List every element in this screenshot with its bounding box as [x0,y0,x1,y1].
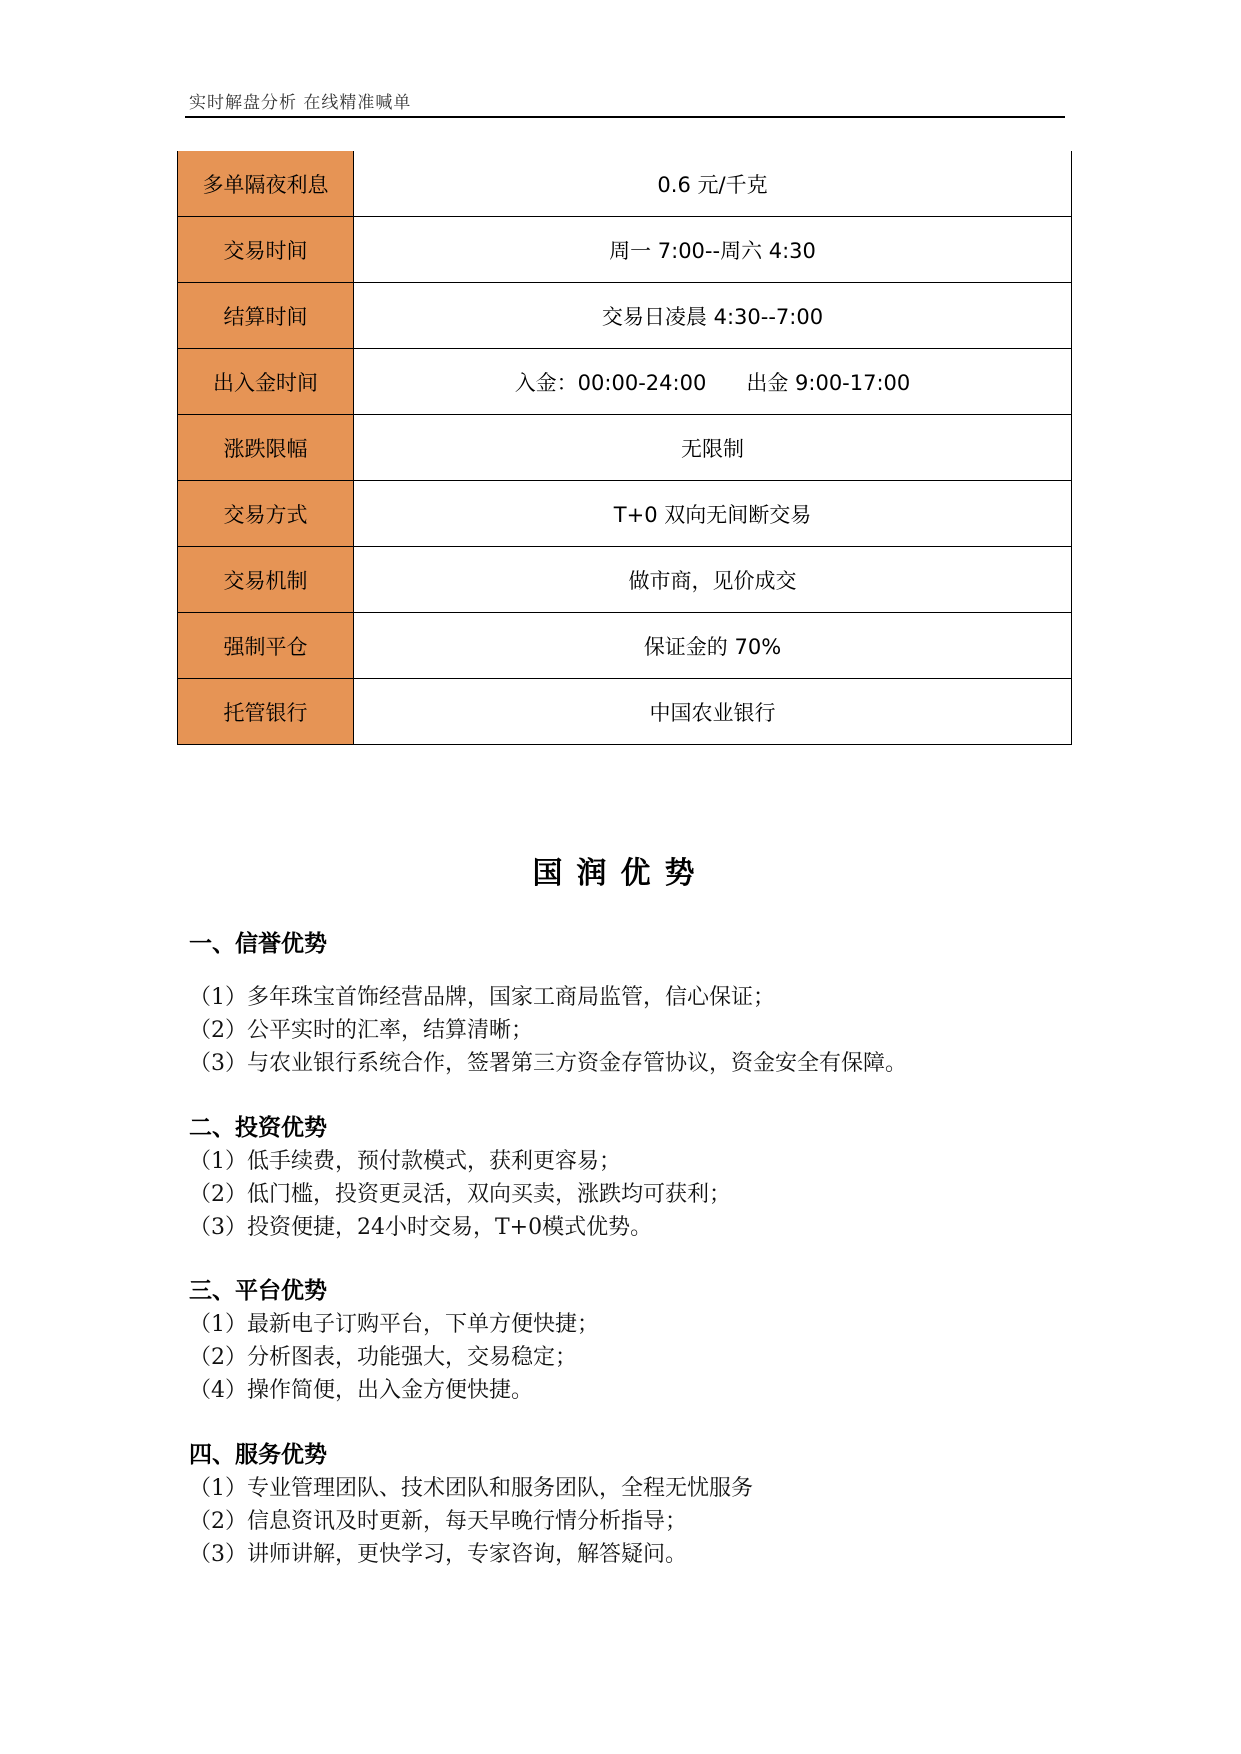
table-row [178,613,1072,679]
list-item: （2）分析图表，功能强大，交易稳定； [189,1345,577,1370]
section-list [189,1308,599,1407]
section-credibility [189,927,907,1080]
row-label: 出入金时间 [178,349,354,415]
row-value: 入金：00:00-24:00 出金 9:00-17:00 [354,349,1072,415]
list-item: （1）专业管理团队、技术团队和服务团队，全程无忧服务 [189,1476,753,1501]
row-value: 0.6 元/千克 [354,151,1072,217]
row-value: 中国农业银行 [354,679,1072,745]
table-row [178,349,1072,415]
row-label: 托管银行 [178,679,354,745]
section-list [189,1472,753,1571]
section-heading: 四、服务优势 [189,1442,327,1468]
list-item: （3）讲师讲解，更快学习，专家咨询，解答疑问。 [189,1542,687,1567]
table-row [178,217,1072,283]
section-heading: 一、信誉优势 [189,931,327,957]
section-heading: 二、投资优势 [189,1115,327,1141]
advantages-title: 国润优势 [532,856,709,891]
section-platform [189,1274,599,1407]
list-item: （2）信息资讯及时更新，每天早晚行情分析指导； [189,1509,687,1534]
list-item: （1）低手续费，预付款模式，获利更容易； [189,1149,621,1174]
row-label: 交易时间 [178,217,354,283]
row-value: T+0 双向无间断交易 [354,481,1072,547]
list-item: （3）与农业银行系统合作，签署第三方资金存管协议，资金安全有保障。 [189,1051,907,1076]
section-investment [189,1111,731,1244]
table-row [178,283,1072,349]
row-label: 交易机制 [178,547,354,613]
list-item: （2）低门槛，投资更灵活，双向买卖，涨跌均可获利； [189,1182,731,1207]
table-row [178,151,1072,217]
table-row [178,547,1072,613]
list-item: （1）最新电子订购平台，下单方便快捷； [189,1312,599,1337]
row-label: 涨跌限幅 [178,415,354,481]
row-value: 无限制 [354,415,1072,481]
section-heading: 三、平台优势 [189,1278,327,1304]
list-item: （3）投资便捷，24小时交易，T+0模式优势。 [189,1215,653,1240]
row-value: 交易日凌晨 4:30--7:00 [354,283,1072,349]
section-list [189,981,907,1080]
row-label: 结算时间 [178,283,354,349]
section-service [189,1438,753,1571]
section-list [189,1145,731,1244]
row-label: 强制平仓 [178,613,354,679]
list-item: （4）操作简便，出入金方便快捷。 [189,1378,533,1403]
table-row [178,481,1072,547]
list-item: （1）多年珠宝首饰经营品牌，国家工商局监管，信心保证； [189,985,775,1010]
row-value: 做市商，见价成交 [354,547,1072,613]
table-row [178,679,1072,745]
page-header [185,88,1065,118]
row-label: 多单隔夜利息 [178,151,354,217]
header-text: 实时解盘分析 在线精准喊单 [189,93,412,113]
row-value: 保证金的 70% [354,613,1072,679]
table-row [178,415,1072,481]
row-value: 周一 7:00--周六 4:30 [354,217,1072,283]
spec-table [177,151,1072,745]
row-label: 交易方式 [178,481,354,547]
list-item: （2）公平实时的汇率，结算清晰； [189,1018,533,1043]
